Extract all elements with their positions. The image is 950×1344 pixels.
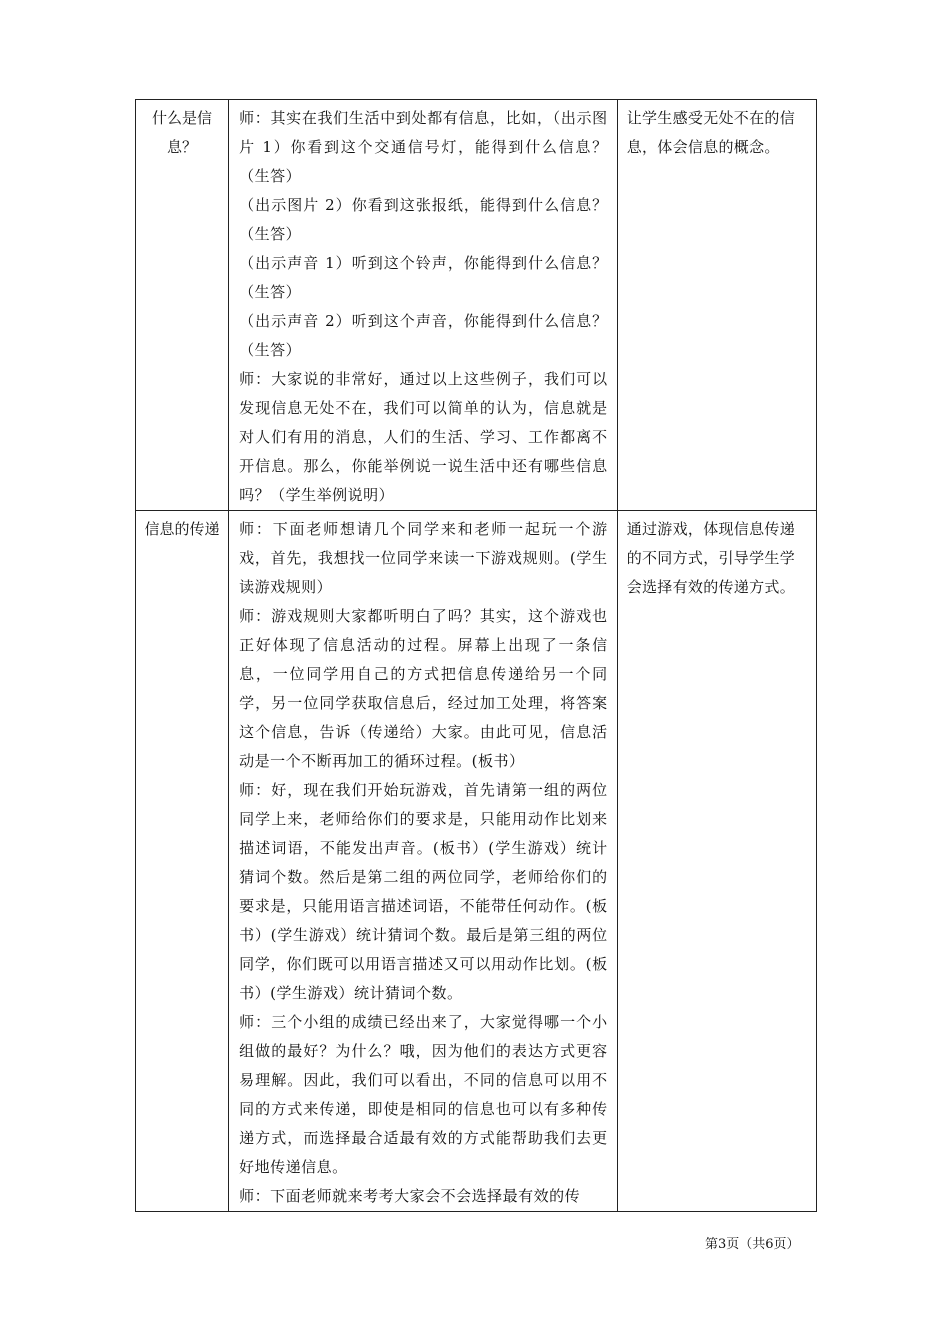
process-paragraph: 师：下面老师就来考考大家会不会选择最有效的传 — [239, 1187, 581, 1205]
process-paragraph: 师：其实在我们生活中到处都有信息，比如，（出示图片 1）你看到这个交通信号灯，能得到什么信息？（生答） — [239, 109, 608, 185]
intent-cell: 通过游戏，体现信息传递的不同方式，引导学生学会选择有效的传递方式。 — [617, 511, 816, 1212]
process-paragraph: 师：好，现在我们开始玩游戏，首先请第一组的两位同学上来，老师给你们的要求是，只能用动作比划来描述词语，不能发出声音。(板书）(学生游戏）统计猜词个数。然后是第二组的两位同学，老师给你们的要求是，只能用语言描述词语，不能带任何动作。(板书）(学生游戏）统计猜词个数。最后是第三组的两位同学，你们既可以用语言描述又可以用动作比划。(板书）(学生游戏）统计猜词个数。 — [239, 781, 608, 1002]
topic-cell: 什么是信息？ — [136, 100, 229, 511]
process-paragraph: 师：下面老师想请几个同学来和老师一起玩一个游戏，首先，我想找一位同学来读一下游戏规则。(学生读游戏规则） — [239, 520, 608, 596]
intent-cell: 让学生感受无处不在的信息，体会信息的概念。 — [617, 100, 816, 511]
process-paragraph: （出示声音 2）听到这个声音，你能得到什么信息？（生答） — [239, 312, 608, 359]
process-paragraph: 师：大家说的非常好，通过以上这些例子，我们可以发现信息无处不在，我们可以简单的认为，信息就是对人们有用的消息，人们的生活、学习、工作都离不开信息。那么，你能举例说一说生活中还有哪些信息吗？（学生举例说明） — [239, 370, 608, 504]
process-cell — [229, 100, 618, 511]
topic-cell: 信息的传递 — [136, 511, 229, 1212]
page-number: 第3页（共6页） — [705, 1237, 800, 1252]
process-paragraph: 师：三个小组的成绩已经出来了，大家觉得哪一个小组做的最好？为什么？哦，因为他们的表达方式更容易理解。因此，我们可以看出，不同的信息可以用不同的方式来传递，即使是相同的信息也可以有多种传递方式，而选择最合适最有效的方式能帮助我们去更好地传递信息。 — [239, 1013, 608, 1176]
process-paragraph: （出示声音 1）听到这个铃声，你能得到什么信息？（生答） — [239, 254, 608, 301]
process-cell — [229, 511, 618, 1212]
lesson-plan-table — [135, 99, 817, 1212]
table-row — [136, 511, 817, 1212]
process-paragraph: （出示图片 2）你看到这张报纸，能得到什么信息？（生答） — [239, 196, 608, 243]
process-paragraph: 师：游戏规则大家都听明白了吗？其实，这个游戏也正好体现了信息活动的过程。屏幕上出现了一条信息，一位同学用自己的方式把信息传递给另一个同学，另一位同学获取信息后，经过加工处理，将答案这个信息，告诉（传递给）大家。由此可见，信息活动是一个不断再加工的循环过程。(板书） — [239, 607, 608, 770]
table-row — [136, 100, 817, 511]
